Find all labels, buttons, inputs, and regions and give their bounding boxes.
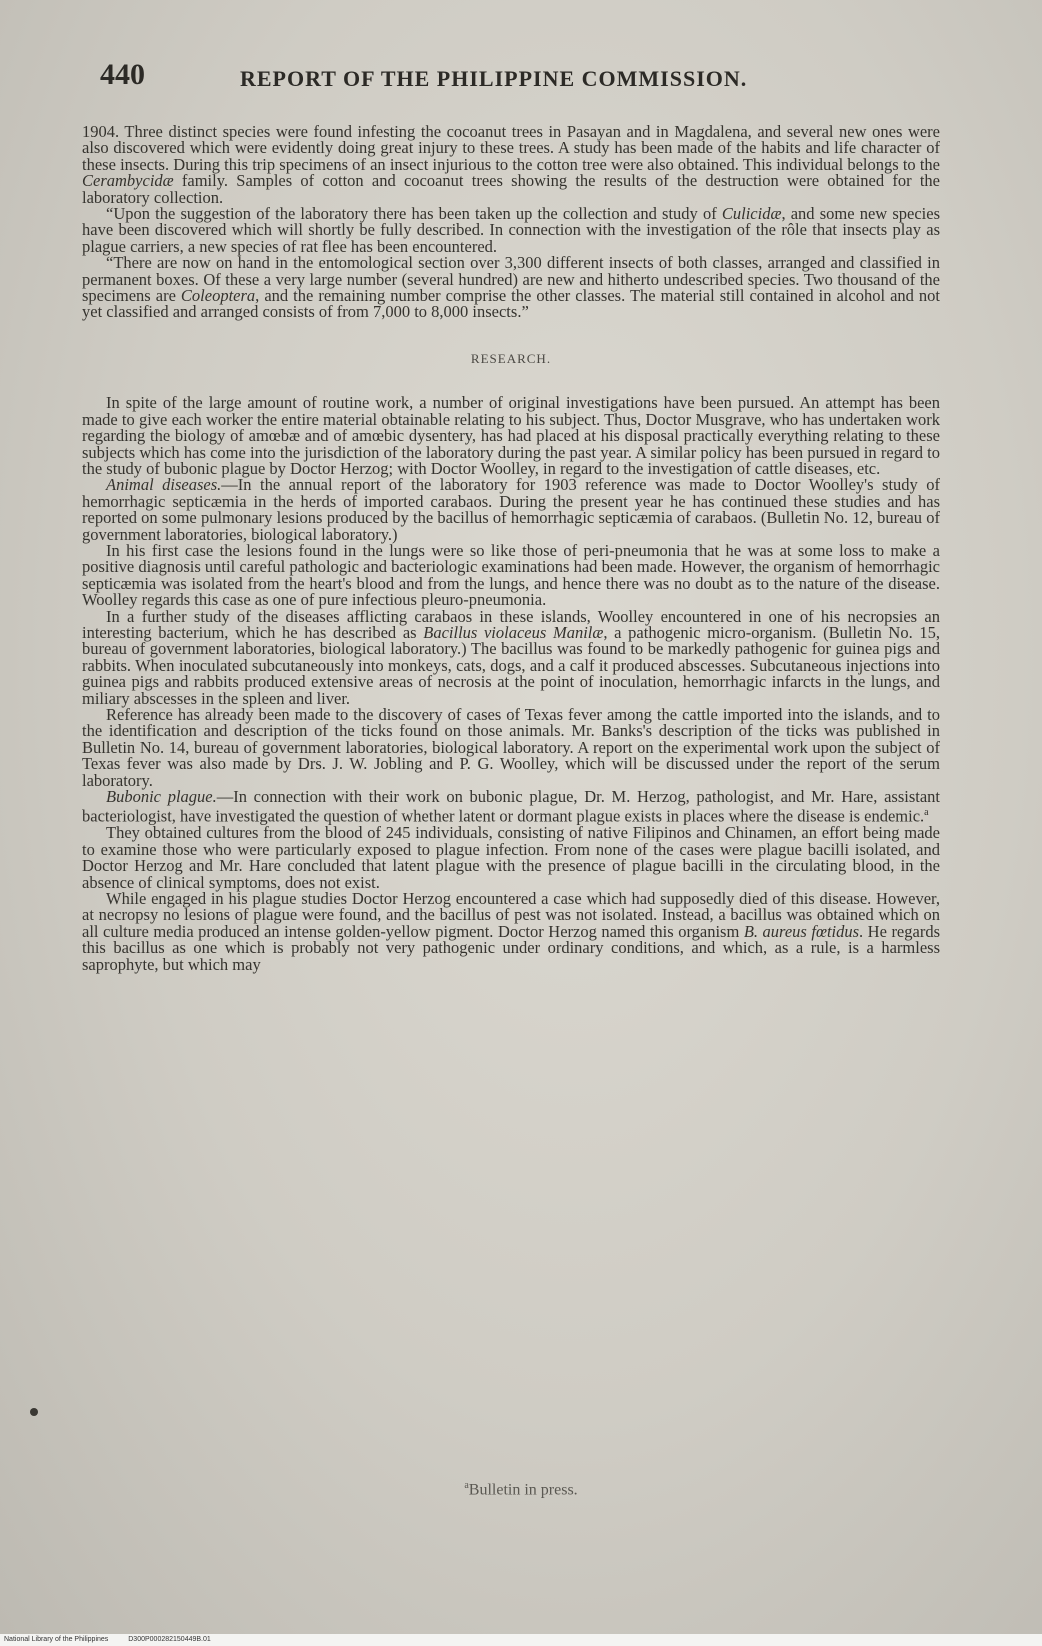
library-name: National Library of the Philippines	[4, 1636, 109, 1643]
footnote-reference: a	[924, 807, 929, 819]
paragraph: Bubonic plague.—In connection with their work on bubonic plague, Dr. M. Herzog, pathologist, and Mr. Hare, assistant bacteriologist, have investigated the question of whether latent or dormant plague exists in places where the disease is endemic.$^a$	[82, 787, 940, 826]
footnote-text: Bulletin in press.	[468, 1481, 578, 1499]
paragraph: “There are now on hand in the entomological section over 3,300 different insects of both classes, arranged and classified in permanent boxes. Of these a very large number (several hundred) are new and hitherto undescribed species. Two thousand of the specimens are Coleoptera, and the remaining number comprise the other classes. The material still contained in alcohol and not yet classified and arranged consists of from 7,000 to 8,000 insects.”	[82, 253, 941, 322]
paragraph: In spite of the large amount of routine work, a number of original investigations have been pursued. An attempt has been made to give each worker the entire material obtainable relating to his subject. Thus, Doctor Musgrave, who has undertaken work regarding the biology of amœbæ and of amœbic dysentery, has had placed at his disposal practically everything relating to these subjects which has come into the jurisdiction of the laboratory during the past year. A similar policy has been pursued in regard to the study of bubonic plague by Doctor Herzog; with Doctor Woolley, in regard to the investigation of cattle diseases, etc.	[82, 393, 940, 478]
paragraph: Animal diseases.—In the annual report of the laboratory for 1903 reference was made to Doctor Woolley's study of hemorrhagic septicæmia in the herds of imported carabaos. During the present year he has continued these studies and has reported on some pulmonary lesions produced by the bacillus of hemorrhagic septicæmia of carabaos. (Bulletin No. 12, bureau of government laboratories, biological laboratory.)	[82, 475, 940, 544]
paragraph: “Upon the suggestion of the laboratory there has been taken up the collection and study of Culicidæ, and some new species have been discovered which will shortly be fully described. In connection with the investigation of the rôle that insects play as plague carriers, a new species of rat flee has been encountered.	[82, 204, 940, 256]
paragraph: In his first case the lesions found in the lungs were so like those of peri-pneumonia that he was at some loss to make a positive diagnosis until careful pathologic and bacteriologic examinations had been made. However, the organism of hemorrhagic septicæmia was isolated from the heart's blood and from the lungs, and hence there was no doubt as to the nature of the disease. Woolley regards this case as one of pure infectious pleuro-pneumonia.	[82, 540, 940, 610]
paragraph: While engaged in his plague studies Doctor Herzog encountered a case which had supposedly died of this disease. However, at necropsy no lesions of plague were found, and the bacillus of pest was not isolated. Instead, a bacillus was obtained which on all culture media produced an intense golden-yellow pigment. Doctor Herzog named this organism B. aureus fœtidus. He regards this bacillus as one which is probably not very pathogenic under ordinary conditions, and which, as a rule, is a harmless saprophyte, but which may	[82, 888, 940, 974]
page-header	[100, 58, 920, 98]
paragraph: 1904. Three distinct species were found infesting the cocoanut trees in Pasayan and in Magdalena, and several new ones were also discovered which were evidently doing great injury to these trees. A study has been made of the habits and life character of these insects. During this trip specimens of an insect injurious to the cotton tree were also obtained. This individual belongs to the Cerambycidæ family. Samples of cotton and cocoanut trees showing the results of the destruction were obtained for the laboratory collection.	[82, 122, 940, 207]
body-text	[82, 124, 940, 973]
margin-mark	[30, 1408, 38, 1416]
footnote-marker: a	[464, 1480, 469, 1491]
scan-code: D300P000282150449B.01	[128, 1636, 211, 1643]
footnote	[0, 1480, 1042, 1499]
section-heading: RESEARCH.	[470, 350, 552, 366]
scan-footer	[0, 1634, 1042, 1646]
paragraph: In a further study of the diseases afflicting carabaos in these islands, Woolley encountered in one of his necropsies an interesting bacterium, which he has described as Bacillus violaceus Manilæ, a pathogenic micro-organism. (Bulletin No. 15, bureau of government laboratories, biological laboratory.) The bacillus was found to be markedly pathogenic for guinea pigs and rabbits. When inoculated subcutaneously into monkeys, cats, dogs, and a calf it produced abscesses. Subcutaneous injections into guinea pigs and rabbits produced extensive areas of necrosis at the point of inoculation, hemorrhagic infarcts in the lungs, and miliary abscesses in the spleen and liver.	[82, 606, 940, 708]
page-number: 440	[100, 58, 145, 91]
running-title: REPORT OF THE PHILIPPINE COMMISSION.	[240, 66, 748, 91]
paragraph: Reference has already been made to the discovery of cases of Texas fever among the cattle imported into the islands, and to the identification and description of the ticks found on those animals. Mr. Banks's description of the ticks was published in Bulletin No. 14, bureau of government laboratories, biological laboratory. A report on the experimental work upon the subject of Texas fever was also made by Drs. J. W. Jobling and P. G. Woolley, which will be discussed under the report of the serum laboratory.	[82, 705, 940, 790]
paragraph: They obtained cultures from the blood of 245 individuals, consisting of native Filipinos and Chinamen, an effort being made to examine those who were particularly exposed to plague infection. From none of the cases were plague bacilli isolated, and Doctor Herzog and Mr. Hare concluded that latent plague with the presence of plague bacilli in the circulating blood, in the absence of clinical symptoms, does not exist.	[82, 823, 940, 892]
